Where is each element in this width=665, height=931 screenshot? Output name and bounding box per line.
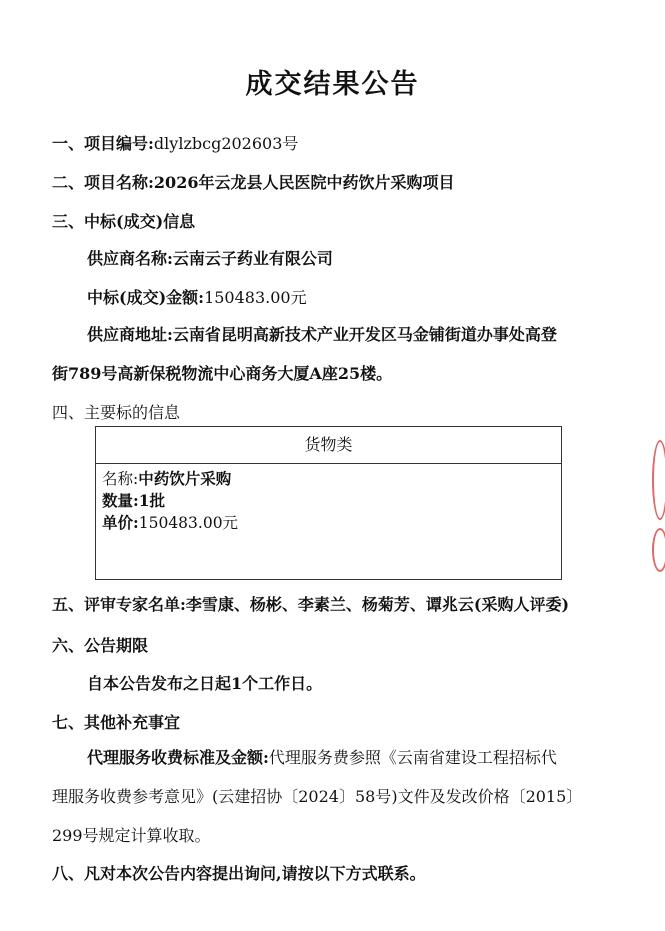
goods-price-value: 150483.00元 [138,514,239,532]
award-amount-value: 150483.00元 [204,288,307,307]
goods-name-value: 中药饮片采购 [138,469,232,488]
section-period-heading: 六、公告期限 [52,636,149,655]
goods-qty-value: 1批 [138,491,166,510]
project-number-value: dlylzbcg202603号 [153,134,299,153]
supplier-name-value: 云南云子药业有限公司 [172,249,333,268]
supplier-name [87,246,333,269]
supplier-address-label: 供应商地址: [87,325,173,344]
seal-stamp-top [652,440,665,520]
project-number-label: 一、项目编号: [52,134,154,153]
fee-line1-text: 代理服务费参照《云南省建设工程招标代 [268,748,557,767]
expert-list-value: 李雪康、杨彬、李素兰、杨菊芳、谭兆云(采购人评委) [185,595,570,614]
section-subject-heading: 四、主要标的信息 [52,403,181,422]
expert-list [52,592,569,615]
project-name-value: 2026年云龙县人民医院中药饮片采购项目 [153,173,455,192]
goods-qty-row [102,490,555,512]
fee-label: 代理服务收费标准及金额: [87,748,269,767]
period-text: 自本公告发布之日起1个工作日。 [87,674,323,693]
fee-line3: 299号规定计算收取。 [52,826,211,845]
award-amount-label: 中标(成交)金额: [87,288,205,307]
section-award-heading: 三、中标(成交)信息 [52,212,196,231]
goods-qty-label: 数量: [102,491,139,510]
seal-stamp-bottom [652,528,665,572]
goods-table-header: 货物类 [96,427,561,464]
supplier-name-label: 供应商名称: [87,249,173,268]
supplier-address-line2: 街789号高新保税物流中心商务大厦A座25楼。 [52,364,393,383]
project-name-label: 二、项目名称: [52,173,154,192]
goods-price-label: 单价: [102,513,139,532]
fee-line1 [87,745,557,768]
goods-name-row [102,468,555,490]
goods-table [95,426,562,580]
supplier-address [87,322,557,345]
award-amount [87,285,307,308]
goods-name-label: 名称: [102,470,139,488]
expert-list-label: 五、评审专家名单: [52,595,186,614]
fee-line2: 理服务收费参考意见》(云建招协〔2024〕58号)文件及发改价格〔2015〕 [52,787,583,806]
project-number [52,131,298,154]
section-contact-heading: 八、凡对本次公告内容提出询问,请按以下方式联系。 [52,864,426,883]
goods-table-body [96,464,561,538]
goods-price-row [102,512,555,534]
section-other-heading: 七、其他补充事宜 [52,713,181,732]
page-title: 成交结果公告 [245,69,420,100]
project-name [52,170,454,193]
supplier-address-line1: 云南省昆明高新技术产业开发区马金铺街道办事处高登 [172,325,557,344]
